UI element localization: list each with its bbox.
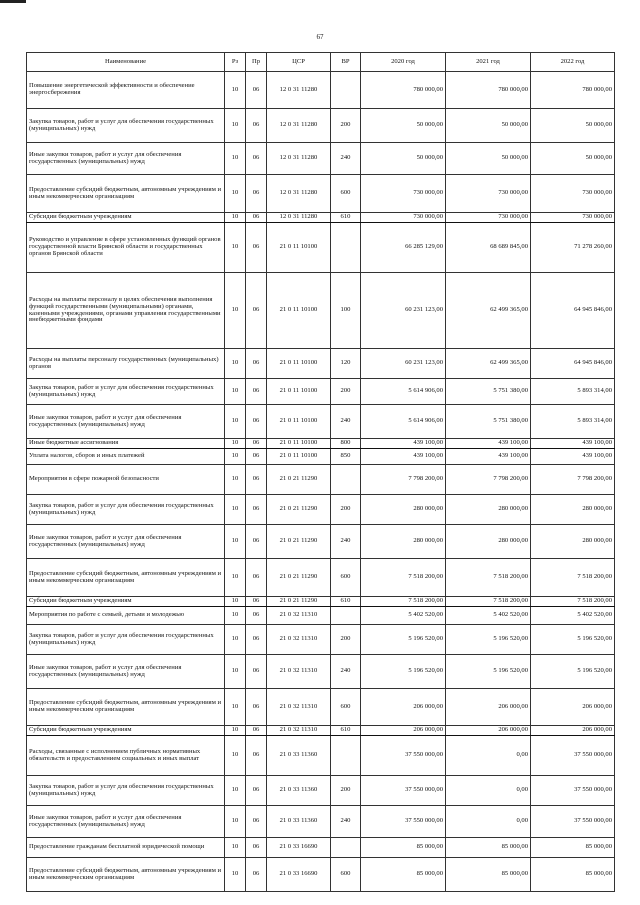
cell-pr: 06 <box>246 439 267 449</box>
cell-vr: 240 <box>331 143 361 175</box>
cell-2020: 85 000,00 <box>361 838 446 858</box>
cell-pr: 06 <box>246 607 267 625</box>
cell-csr: 21 0 33 16690 <box>267 838 331 858</box>
cell-pr: 06 <box>246 273 267 349</box>
cell-2022: 7 518 200,00 <box>531 559 615 597</box>
cell-2021: 280 000,00 <box>446 525 531 559</box>
cell-name: Предоставление субсидий бюджетным, автономным учреждениям и иным некоммерческим организациям <box>27 559 225 597</box>
cell-name: Руководство и управление в сфере установленных функций органов государственной власти Брянской области и государственных органов Брянской области <box>27 223 225 273</box>
cell-pr: 06 <box>246 655 267 689</box>
cell-rz: 10 <box>225 213 246 223</box>
cell-name: Предоставление субсидий бюджетным, автономным учреждениям и иным некоммерческим организациям <box>27 858 225 892</box>
cell-2020: 37 550 000,00 <box>361 736 446 776</box>
cell-2022: 85 000,00 <box>531 838 615 858</box>
cell-rz: 10 <box>225 143 246 175</box>
cell-2022: 5 196 520,00 <box>531 625 615 655</box>
header-2021: 2021 год <box>446 53 531 72</box>
cell-2022: 37 550 000,00 <box>531 776 615 806</box>
cell-2022: 7 518 200,00 <box>531 597 615 607</box>
cell-vr <box>331 838 361 858</box>
cell-2020: 37 550 000,00 <box>361 806 446 838</box>
cell-vr: 610 <box>331 213 361 223</box>
table-row <box>27 776 615 806</box>
cell-2020: 5 614 906,00 <box>361 379 446 405</box>
cell-name: Иные бюджетные ассигнования <box>27 439 225 449</box>
cell-2022: 280 000,00 <box>531 525 615 559</box>
cell-pr: 06 <box>246 726 267 736</box>
cell-csr: 21 0 11 10100 <box>267 349 331 379</box>
cell-pr: 06 <box>246 838 267 858</box>
header-2022: 2022 год <box>531 53 615 72</box>
cell-name: Иные закупки товаров, работ и услуг для обеспечения государственных (муниципальных) нужд <box>27 525 225 559</box>
cell-vr: 200 <box>331 379 361 405</box>
cell-2022: 5 402 520,00 <box>531 607 615 625</box>
cell-rz: 10 <box>225 273 246 349</box>
cell-rz: 10 <box>225 223 246 273</box>
table-row <box>27 349 615 379</box>
cell-csr: 21 0 32 11310 <box>267 655 331 689</box>
cell-2021: 280 000,00 <box>446 495 531 525</box>
cell-2020: 7 798 200,00 <box>361 465 446 495</box>
cell-2021: 7 518 200,00 <box>446 597 531 607</box>
cell-pr: 06 <box>246 379 267 405</box>
cell-pr: 06 <box>246 109 267 143</box>
cell-2021: 0,00 <box>446 736 531 776</box>
table-row <box>27 175 615 213</box>
header-rz: Рз <box>225 53 246 72</box>
cell-pr: 06 <box>246 213 267 223</box>
table-row <box>27 736 615 776</box>
cell-2021: 7 518 200,00 <box>446 559 531 597</box>
cell-name: Субсидии бюджетным учреждениям <box>27 726 225 736</box>
cell-name: Предоставление гражданам бесплатной юридической помощи <box>27 838 225 858</box>
cell-csr: 21 0 33 11360 <box>267 776 331 806</box>
cell-name: Мероприятия в сфере пожарной безопасности <box>27 465 225 495</box>
cell-2021: 50 000,00 <box>446 109 531 143</box>
cell-2022: 85 000,00 <box>531 858 615 892</box>
cell-2021: 0,00 <box>446 806 531 838</box>
cell-vr: 120 <box>331 349 361 379</box>
header-csr: ЦСР <box>267 53 331 72</box>
cell-2021: 730 000,00 <box>446 175 531 213</box>
cell-2022: 730 000,00 <box>531 175 615 213</box>
cell-csr: 21 0 11 10100 <box>267 273 331 349</box>
cell-csr: 21 0 21 11290 <box>267 525 331 559</box>
cell-2022: 50 000,00 <box>531 143 615 175</box>
cell-rz: 10 <box>225 736 246 776</box>
cell-vr <box>331 465 361 495</box>
cell-name: Расходы, связанные с исполнением публичных нормативных обязательств и предоставлением социальных и иных выплат <box>27 736 225 776</box>
cell-csr: 21 0 32 11310 <box>267 625 331 655</box>
cell-2022: 730 000,00 <box>531 213 615 223</box>
header-2020: 2020 год <box>361 53 446 72</box>
table-row <box>27 273 615 349</box>
cell-rz: 10 <box>225 655 246 689</box>
cell-2022: 5 893 314,00 <box>531 379 615 405</box>
cell-2021: 206 000,00 <box>446 726 531 736</box>
cell-2021: 50 000,00 <box>446 143 531 175</box>
cell-vr <box>331 223 361 273</box>
cell-2021: 5 196 520,00 <box>446 625 531 655</box>
cell-csr: 21 0 11 10100 <box>267 405 331 439</box>
cell-csr: 21 0 33 11360 <box>267 736 331 776</box>
header-vr: ВР <box>331 53 361 72</box>
cell-2020: 37 550 000,00 <box>361 776 446 806</box>
cell-rz: 10 <box>225 726 246 736</box>
cell-2020: 5 402 520,00 <box>361 607 446 625</box>
cell-csr: 12 0 31 11280 <box>267 175 331 213</box>
table-row <box>27 625 615 655</box>
cell-rz: 10 <box>225 72 246 109</box>
cell-name: Иные закупки товаров, работ и услуг для обеспечения государственных (муниципальных) нужд <box>27 143 225 175</box>
cell-name: Иные закупки товаров, работ и услуг для обеспечения государственных (муниципальных) нужд <box>27 655 225 689</box>
cell-name: Предоставление субсидий бюджетным, автономным учреждениям и иным некоммерческим организациям <box>27 689 225 726</box>
cell-csr: 21 0 32 11310 <box>267 726 331 736</box>
cell-2021: 5 751 380,00 <box>446 379 531 405</box>
cell-2022: 37 550 000,00 <box>531 806 615 838</box>
cell-pr: 06 <box>246 72 267 109</box>
cell-vr: 600 <box>331 175 361 213</box>
cell-vr: 240 <box>331 525 361 559</box>
cell-name: Закупка товаров, работ и услуг для обеспечения государственных (муниципальных) нужд <box>27 379 225 405</box>
table-row <box>27 559 615 597</box>
cell-pr: 06 <box>246 449 267 465</box>
table-row <box>27 597 615 607</box>
cell-2020: 7 518 200,00 <box>361 597 446 607</box>
cell-pr: 06 <box>246 465 267 495</box>
cell-2020: 5 196 520,00 <box>361 625 446 655</box>
cell-2022: 71 278 260,00 <box>531 223 615 273</box>
cell-2021: 85 000,00 <box>446 838 531 858</box>
cell-2022: 37 550 000,00 <box>531 736 615 776</box>
header-name: Наименование <box>27 53 225 72</box>
cell-csr: 21 0 21 11290 <box>267 465 331 495</box>
cell-csr: 21 0 32 11310 <box>267 689 331 726</box>
cell-2020: 206 000,00 <box>361 689 446 726</box>
table-row <box>27 405 615 439</box>
cell-vr: 610 <box>331 726 361 736</box>
cell-csr: 21 0 11 10100 <box>267 439 331 449</box>
cell-2022: 50 000,00 <box>531 109 615 143</box>
cell-vr: 600 <box>331 559 361 597</box>
cell-rz: 10 <box>225 525 246 559</box>
cell-name: Закупка товаров, работ и услуг для обеспечения государственных (муниципальных) нужд <box>27 625 225 655</box>
table-row <box>27 223 615 273</box>
table-row <box>27 379 615 405</box>
cell-rz: 10 <box>225 625 246 655</box>
cell-name: Субсидии бюджетным учреждениям <box>27 597 225 607</box>
table-row <box>27 689 615 726</box>
cell-vr: 200 <box>331 109 361 143</box>
cell-vr <box>331 607 361 625</box>
cell-name: Иные закупки товаров, работ и услуг для обеспечения государственных (муниципальных) нужд <box>27 405 225 439</box>
cell-rz: 10 <box>225 449 246 465</box>
cell-name: Мероприятия по работе с семьей, детьми и молодежью <box>27 607 225 625</box>
cell-2021: 0,00 <box>446 776 531 806</box>
table-row <box>27 495 615 525</box>
cell-pr: 06 <box>246 736 267 776</box>
cell-vr: 800 <box>331 439 361 449</box>
cell-vr: 240 <box>331 655 361 689</box>
cell-2020: 280 000,00 <box>361 495 446 525</box>
cell-rz: 10 <box>225 689 246 726</box>
cell-2020: 7 518 200,00 <box>361 559 446 597</box>
cell-2020: 50 000,00 <box>361 109 446 143</box>
cell-pr: 06 <box>246 175 267 213</box>
cell-rz: 10 <box>225 465 246 495</box>
cell-pr: 06 <box>246 776 267 806</box>
cell-vr: 200 <box>331 495 361 525</box>
cell-csr: 12 0 31 11280 <box>267 72 331 109</box>
cell-pr: 06 <box>246 559 267 597</box>
cell-2022: 280 000,00 <box>531 495 615 525</box>
cell-pr: 06 <box>246 405 267 439</box>
cell-2021: 5 196 520,00 <box>446 655 531 689</box>
cell-csr: 21 0 11 10100 <box>267 449 331 465</box>
cell-csr: 21 0 21 11290 <box>267 559 331 597</box>
table-row <box>27 858 615 892</box>
table-row <box>27 838 615 858</box>
cell-2020: 50 000,00 <box>361 143 446 175</box>
cell-2021: 439 100,00 <box>446 449 531 465</box>
cell-rz: 10 <box>225 175 246 213</box>
cell-2021: 5 751 380,00 <box>446 405 531 439</box>
cell-vr: 240 <box>331 806 361 838</box>
cell-2020: 5 196 520,00 <box>361 655 446 689</box>
cell-rz: 10 <box>225 597 246 607</box>
cell-rz: 10 <box>225 559 246 597</box>
cell-name: Расходы на выплаты персоналу государственных (муниципальных) органов <box>27 349 225 379</box>
cell-2021: 62 499 365,00 <box>446 273 531 349</box>
cell-2022: 206 000,00 <box>531 726 615 736</box>
cell-pr: 06 <box>246 495 267 525</box>
header-pr: Пр <box>246 53 267 72</box>
cell-2021: 85 000,00 <box>446 858 531 892</box>
cell-csr: 21 0 33 16690 <box>267 858 331 892</box>
cell-csr: 21 0 21 11290 <box>267 597 331 607</box>
table-header-row <box>27 53 615 72</box>
cell-name: Расходы на выплаты персоналу в целях обеспечения выполнения функций государственными (муниципальными) органами, казенными учреждениями, органами управления государственными внебюджетными фондами <box>27 273 225 349</box>
cell-name: Субсидии бюджетным учреждениям <box>27 213 225 223</box>
cell-2021: 780 000,00 <box>446 72 531 109</box>
table-row <box>27 607 615 625</box>
cell-2020: 206 000,00 <box>361 726 446 736</box>
page-number: 67 <box>316 33 324 41</box>
table-body <box>27 72 615 892</box>
budget-table <box>26 52 615 892</box>
cell-csr: 12 0 31 11280 <box>267 143 331 175</box>
table-row <box>27 806 615 838</box>
cell-2022: 439 100,00 <box>531 449 615 465</box>
table-row <box>27 726 615 736</box>
table-row <box>27 72 615 109</box>
cell-vr: 100 <box>331 273 361 349</box>
cell-name: Закупка товаров, работ и услуг для обеспечения государственных (муниципальных) нужд <box>27 495 225 525</box>
cell-vr <box>331 736 361 776</box>
cell-2020: 5 614 906,00 <box>361 405 446 439</box>
cell-2020: 280 000,00 <box>361 525 446 559</box>
table-row <box>27 213 615 223</box>
cell-2022: 64 945 846,00 <box>531 349 615 379</box>
cell-rz: 10 <box>225 607 246 625</box>
cell-pr: 06 <box>246 525 267 559</box>
cell-pr: 06 <box>246 806 267 838</box>
cell-pr: 06 <box>246 143 267 175</box>
cell-2021: 5 402 520,00 <box>446 607 531 625</box>
cell-2021: 730 000,00 <box>446 213 531 223</box>
cell-2020: 60 231 123,00 <box>361 273 446 349</box>
cell-pr: 06 <box>246 223 267 273</box>
cell-2022: 5 893 314,00 <box>531 405 615 439</box>
cell-rz: 10 <box>225 439 246 449</box>
cell-2020: 730 000,00 <box>361 175 446 213</box>
cell-name: Закупка товаров, работ и услуг для обеспечения государственных (муниципальных) нужд <box>27 109 225 143</box>
table-row <box>27 655 615 689</box>
cell-pr: 06 <box>246 858 267 892</box>
cell-2021: 206 000,00 <box>446 689 531 726</box>
cell-rz: 10 <box>225 806 246 838</box>
cell-name: Иные закупки товаров, работ и услуг для обеспечения государственных (муниципальных) нужд <box>27 806 225 838</box>
cell-csr: 12 0 31 11280 <box>267 109 331 143</box>
cell-vr: 600 <box>331 858 361 892</box>
cell-vr: 850 <box>331 449 361 465</box>
cell-csr: 21 0 21 11290 <box>267 495 331 525</box>
cell-2020: 439 100,00 <box>361 439 446 449</box>
cell-name: Повышение энергетической эффективности и обеспечение энергосбережения <box>27 72 225 109</box>
cell-2021: 7 798 200,00 <box>446 465 531 495</box>
table-row <box>27 109 615 143</box>
cell-2020: 780 000,00 <box>361 72 446 109</box>
cell-name: Предоставление субсидий бюджетным, автономным учреждениям и иным некоммерческим организациям <box>27 175 225 213</box>
cell-rz: 10 <box>225 405 246 439</box>
cell-rz: 10 <box>225 349 246 379</box>
cell-rz: 10 <box>225 379 246 405</box>
cell-2020: 66 285 129,00 <box>361 223 446 273</box>
cell-name: Уплата налогов, сборов и иных платежей <box>27 449 225 465</box>
cell-csr: 21 0 33 11360 <box>267 806 331 838</box>
cell-vr: 200 <box>331 776 361 806</box>
cell-pr: 06 <box>246 597 267 607</box>
cell-rz: 10 <box>225 838 246 858</box>
cell-vr <box>331 72 361 109</box>
cell-pr: 06 <box>246 625 267 655</box>
cell-vr: 610 <box>331 597 361 607</box>
cell-csr: 21 0 11 10100 <box>267 379 331 405</box>
cell-2022: 439 100,00 <box>531 439 615 449</box>
cell-2020: 85 000,00 <box>361 858 446 892</box>
cell-csr: 12 0 31 11280 <box>267 213 331 223</box>
table-row <box>27 439 615 449</box>
cell-2021: 62 499 365,00 <box>446 349 531 379</box>
cell-2021: 439 100,00 <box>446 439 531 449</box>
cell-2022: 64 945 846,00 <box>531 273 615 349</box>
cell-vr: 200 <box>331 625 361 655</box>
cell-csr: 21 0 32 11310 <box>267 607 331 625</box>
cell-rz: 10 <box>225 495 246 525</box>
cell-2020: 60 231 123,00 <box>361 349 446 379</box>
cell-2022: 780 000,00 <box>531 72 615 109</box>
cell-2022: 206 000,00 <box>531 689 615 726</box>
cell-name: Закупка товаров, работ и услуг для обеспечения государственных (муниципальных) нужд <box>27 776 225 806</box>
cell-rz: 10 <box>225 776 246 806</box>
cell-rz: 10 <box>225 109 246 143</box>
cell-vr: 600 <box>331 689 361 726</box>
cell-rz: 10 <box>225 858 246 892</box>
table-row <box>27 449 615 465</box>
cell-pr: 06 <box>246 689 267 726</box>
cell-2022: 7 798 200,00 <box>531 465 615 495</box>
scan-corner-mark <box>0 0 26 3</box>
table-row <box>27 525 615 559</box>
cell-pr: 06 <box>246 349 267 379</box>
table-row <box>27 465 615 495</box>
cell-2020: 730 000,00 <box>361 213 446 223</box>
cell-2021: 68 689 845,00 <box>446 223 531 273</box>
cell-2022: 5 196 520,00 <box>531 655 615 689</box>
table-row <box>27 143 615 175</box>
cell-vr: 240 <box>331 405 361 439</box>
cell-csr: 21 0 11 10100 <box>267 223 331 273</box>
cell-2020: 439 100,00 <box>361 449 446 465</box>
